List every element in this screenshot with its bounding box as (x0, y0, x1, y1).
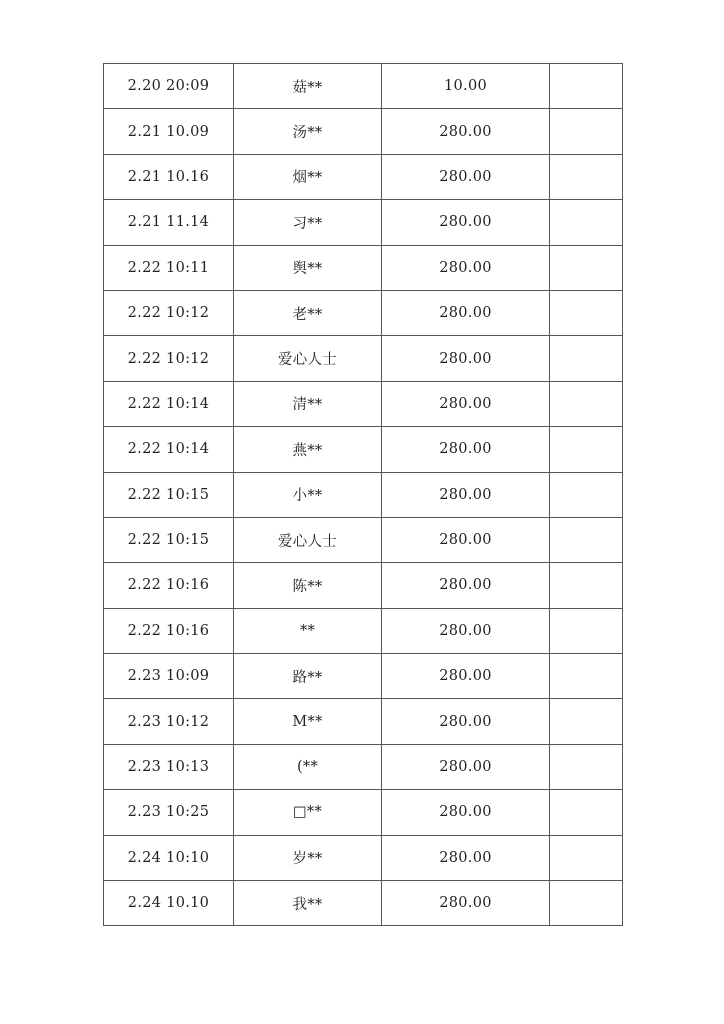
note-cell (550, 699, 623, 744)
amount-cell: 280.00 (382, 290, 550, 335)
donor-name-cell: 燕** (234, 427, 382, 472)
time-cell: 2.20 20:09 (104, 64, 234, 109)
donor-name-cell: 老** (234, 290, 382, 335)
note-cell (550, 290, 623, 335)
time-cell: 2.23 10:13 (104, 744, 234, 789)
table-row (104, 154, 623, 199)
table-row (104, 790, 623, 835)
donor-name-cell: 爱心人士 (234, 517, 382, 562)
table-row (104, 835, 623, 880)
table-row (104, 64, 623, 109)
amount-cell: 280.00 (382, 790, 550, 835)
time-cell: 2.22 10:15 (104, 472, 234, 517)
amount-cell: 280.00 (382, 608, 550, 653)
amount-cell: 280.00 (382, 563, 550, 608)
donor-name-cell: M** (234, 699, 382, 744)
note-cell (550, 835, 623, 880)
amount-cell: 280.00 (382, 699, 550, 744)
donor-name-cell: □** (234, 790, 382, 835)
time-cell: 2.22 10:12 (104, 290, 234, 335)
table-row (104, 881, 623, 926)
time-cell: 2.23 10:25 (104, 790, 234, 835)
time-cell: 2.22 10:14 (104, 427, 234, 472)
note-cell (550, 790, 623, 835)
table-row (104, 563, 623, 608)
donor-name-cell: 岁** (234, 835, 382, 880)
table-row (104, 290, 623, 335)
donation-table-body (104, 64, 623, 926)
donor-name-cell: 汤** (234, 109, 382, 154)
note-cell (550, 608, 623, 653)
table-row (104, 109, 623, 154)
note-cell (550, 109, 623, 154)
donor-name-cell: 小** (234, 472, 382, 517)
time-cell: 2.22 10:12 (104, 336, 234, 381)
note-cell (550, 517, 623, 562)
time-cell: 2.22 10:16 (104, 608, 234, 653)
table-row (104, 654, 623, 699)
donor-name-cell: 陈** (234, 563, 382, 608)
table-row (104, 608, 623, 653)
note-cell (550, 336, 623, 381)
donor-name-cell: 菇** (234, 64, 382, 109)
amount-cell: 280.00 (382, 744, 550, 789)
time-cell: 2.22 10:14 (104, 381, 234, 426)
amount-cell: 280.00 (382, 835, 550, 880)
time-cell: 2.24 10.10 (104, 881, 234, 926)
time-cell: 2.21 11.14 (104, 200, 234, 245)
table-row (104, 472, 623, 517)
note-cell (550, 381, 623, 426)
donor-name-cell: 爱心人士 (234, 336, 382, 381)
amount-cell: 280.00 (382, 154, 550, 199)
donor-name-cell: 习** (234, 200, 382, 245)
time-cell: 2.21 10.16 (104, 154, 234, 199)
time-cell: 2.22 10:15 (104, 517, 234, 562)
donor-name-cell: 我** (234, 881, 382, 926)
amount-cell: 280.00 (382, 200, 550, 245)
note-cell (550, 64, 623, 109)
amount-cell: 280.00 (382, 472, 550, 517)
amount-cell: 280.00 (382, 381, 550, 426)
table-row (104, 200, 623, 245)
table-row (104, 699, 623, 744)
note-cell (550, 881, 623, 926)
time-cell: 2.21 10.09 (104, 109, 234, 154)
amount-cell: 280.00 (382, 109, 550, 154)
time-cell: 2.22 10:11 (104, 245, 234, 290)
donor-name-cell: 烟** (234, 154, 382, 199)
amount-cell: 280.00 (382, 517, 550, 562)
time-cell: 2.24 10:10 (104, 835, 234, 880)
note-cell (550, 427, 623, 472)
time-cell: 2.22 10:16 (104, 563, 234, 608)
note-cell (550, 472, 623, 517)
time-cell: 2.23 10:09 (104, 654, 234, 699)
donor-name-cell: 路** (234, 654, 382, 699)
donor-name-cell: 清** (234, 381, 382, 426)
amount-cell: 280.00 (382, 245, 550, 290)
note-cell (550, 245, 623, 290)
donor-name-cell: 舆** (234, 245, 382, 290)
table-row (104, 245, 623, 290)
time-cell: 2.23 10:12 (104, 699, 234, 744)
donation-table (103, 63, 623, 926)
amount-cell: 280.00 (382, 654, 550, 699)
table-row (104, 381, 623, 426)
donor-name-cell: (** (234, 744, 382, 789)
note-cell (550, 154, 623, 199)
donor-name-cell: ** (234, 608, 382, 653)
table-row (104, 744, 623, 789)
table-row (104, 336, 623, 381)
amount-cell: 280.00 (382, 336, 550, 381)
amount-cell: 280.00 (382, 427, 550, 472)
note-cell (550, 654, 623, 699)
note-cell (550, 563, 623, 608)
note-cell (550, 744, 623, 789)
amount-cell: 10.00 (382, 64, 550, 109)
amount-cell: 280.00 (382, 881, 550, 926)
note-cell (550, 200, 623, 245)
table-row (104, 427, 623, 472)
table-row (104, 517, 623, 562)
